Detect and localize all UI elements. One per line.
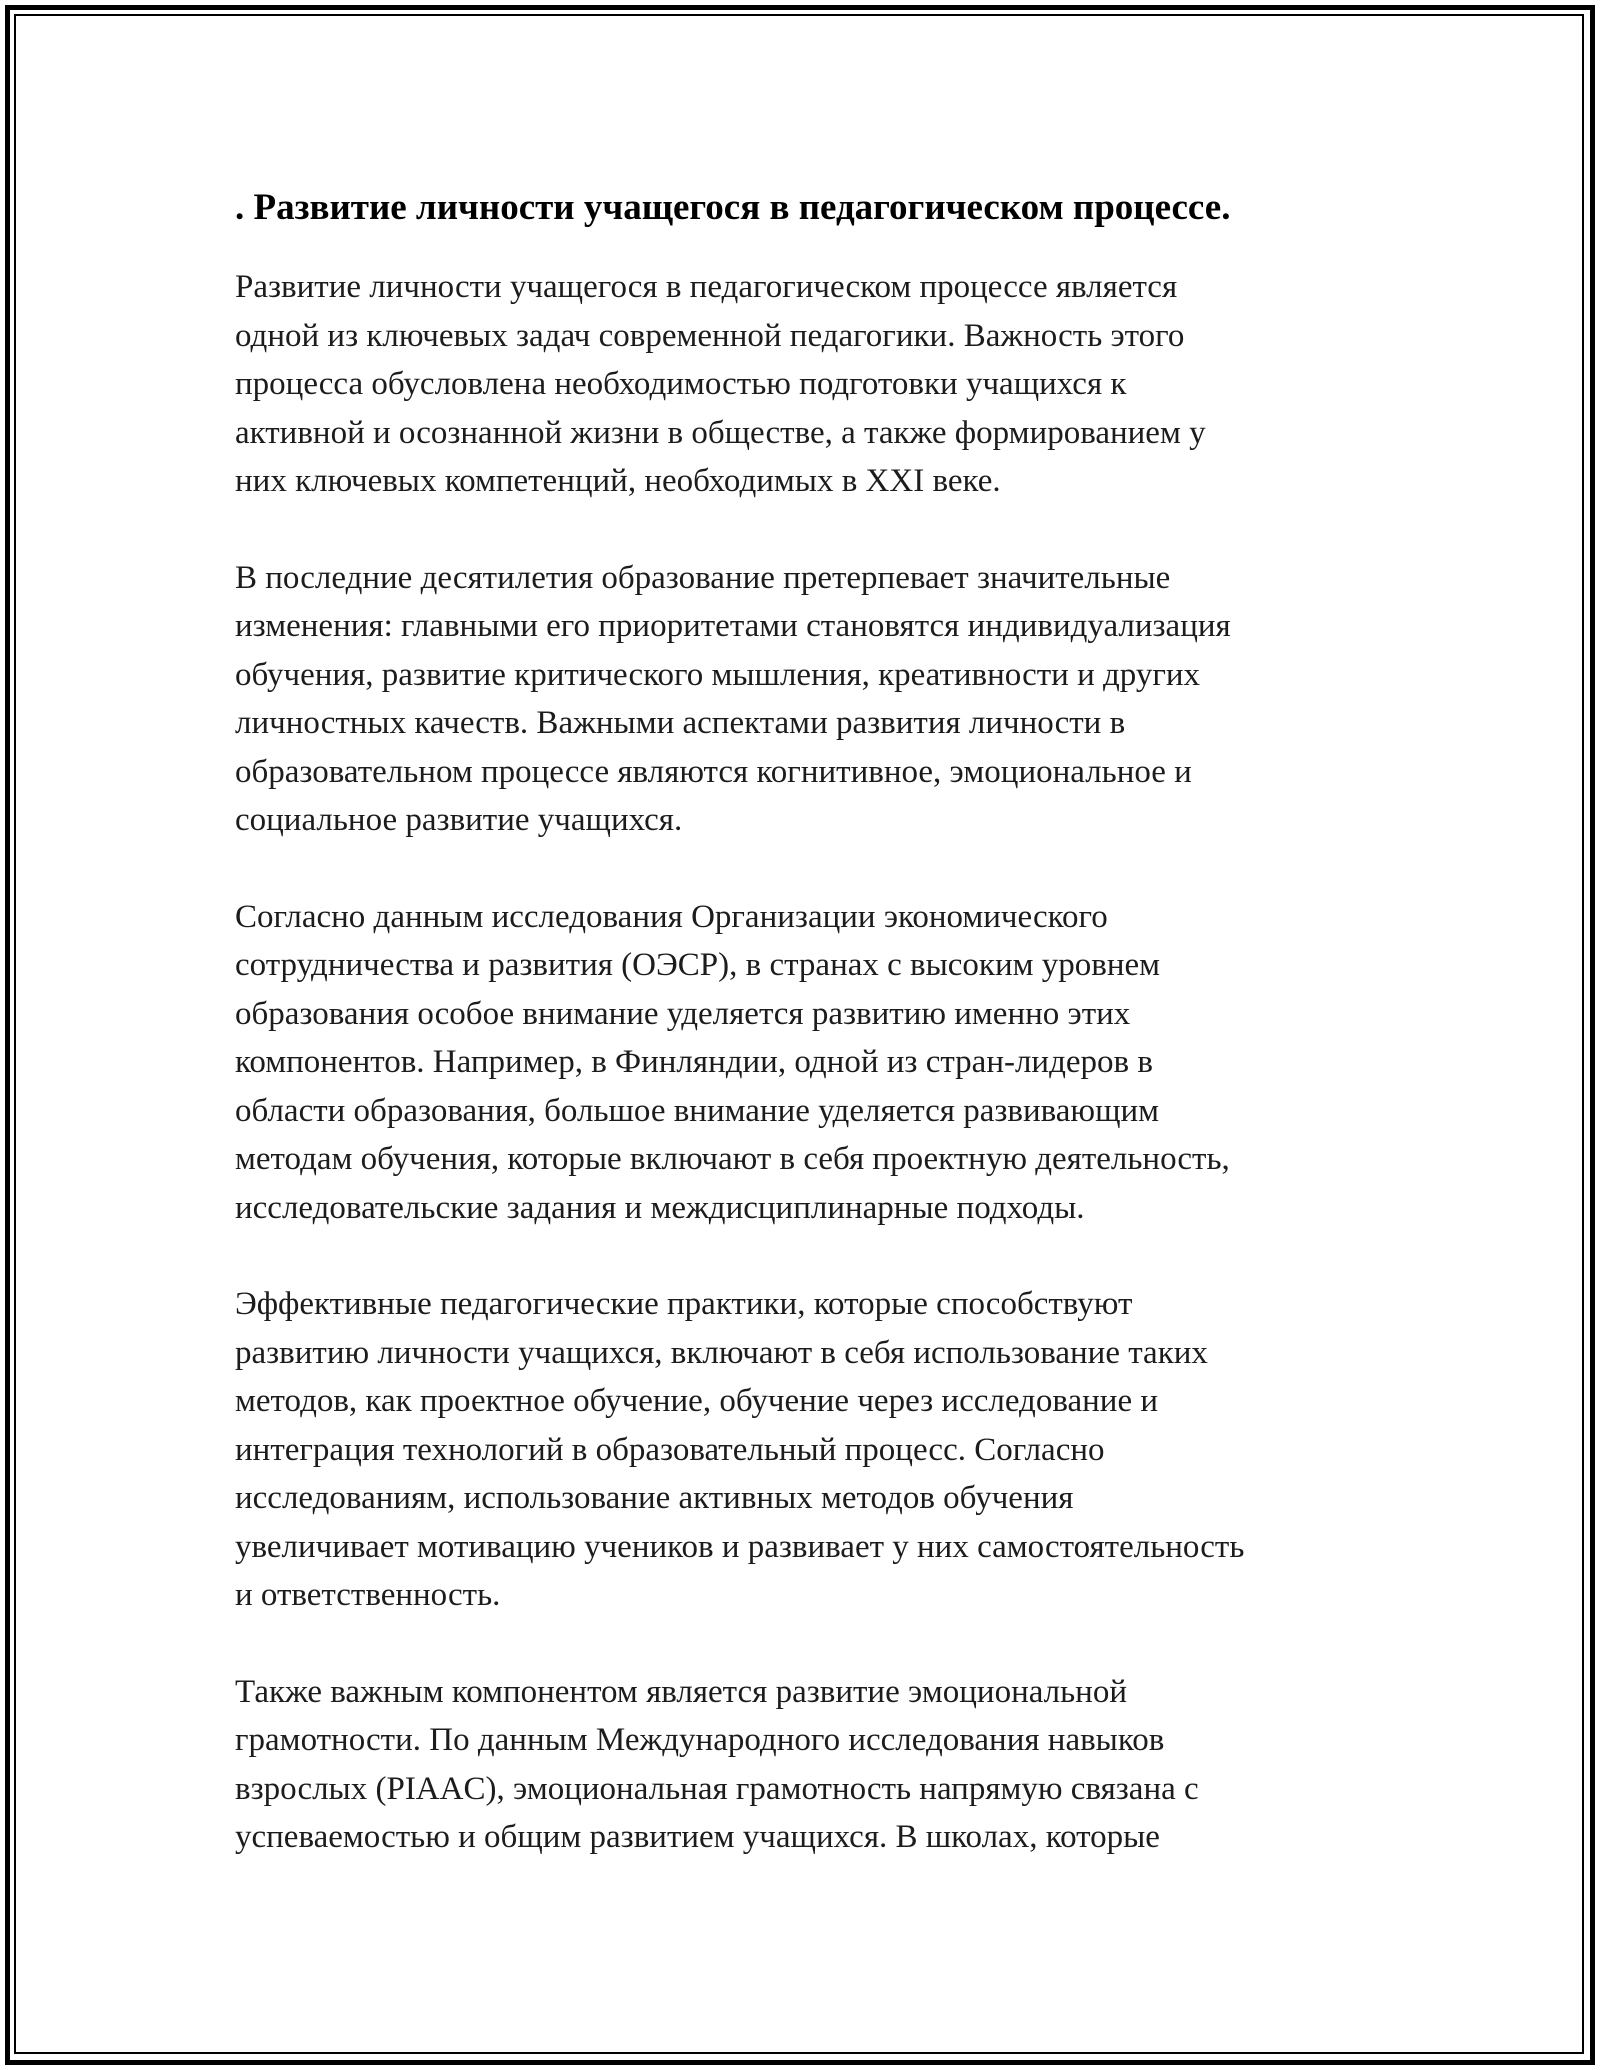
text-line: исследовательские задания и междисциплинарные подходы. (235, 1189, 1085, 1226)
text-line: Также важным компонентом является развитие эмоциональной (235, 1673, 1127, 1710)
text-line: образовательном процессе являются когнитивное, эмоциональное и (235, 753, 1192, 790)
text-line: исследованиям, использование активных методов обучения (235, 1480, 1074, 1516)
text-line: Согласно данным исследования Организации экономического (235, 898, 1108, 935)
paragraph-4 (235, 1280, 1375, 1620)
text-line: обучения, развитие критического мышления, креативности и других (235, 656, 1201, 693)
text-line: активной и осознанной жизни в обществе, а также формированием у (235, 414, 1206, 451)
text-line: и ответственность. (235, 1577, 501, 1613)
text-line: увеличивает мотивацию учеников и развивает у них самостоятельность (235, 1528, 1245, 1565)
text-line: одной из ключевых задач современной педагогики. Важность этого (235, 317, 1185, 354)
document-title: . Развитие личности учащегося в педагогическом процессе. (235, 187, 1231, 228)
text-line: процесса обусловлена необходимостью подготовки учащихся к (235, 366, 1127, 402)
text-line: них ключевых компетенций, необходимых в XXI веке. (235, 463, 1001, 499)
text-line: грамотности. По данным Международного исследования навыков (235, 1722, 1165, 1758)
paragraph-3 (235, 893, 1375, 1233)
text-line: личностных качеств. Важными аспектами развития личности в (235, 705, 1126, 741)
text-line: интеграция технологий в образовательный процесс. Согласно (235, 1431, 1105, 1468)
text-line: Эффективные педагогические практики, которые способствуют (235, 1286, 1133, 1322)
text-line: компонентов. Например, в Финляндии, одной из стран-лидеров в (235, 1044, 1153, 1080)
text-line: изменения: главными его приоритетами становятся индивидуализация (235, 608, 1231, 644)
text-line: социальное развитие учащихся. (235, 802, 683, 838)
text-line: Развитие личности учащегося в педагогическом процессе является (235, 269, 1178, 305)
document-body (235, 185, 1375, 1910)
text-line: области образования, большое внимание уделяется развивающим (235, 1092, 1160, 1129)
text-line: В последние десятилетия образование претерпевает значительные (235, 559, 1171, 596)
text-line: взрослых (PIAAC), эмоциональная грамотность напрямую связана с (235, 1770, 1199, 1807)
paragraph-2 (235, 554, 1375, 845)
text-line: успеваемостью и общим развитием учащихся. В школах, которые (235, 1819, 1160, 1855)
text-line: образования особое внимание уделяется развитию именно этих (235, 995, 1131, 1032)
text-line: методам обучения, которые включают в себя проектную деятельность, (235, 1141, 1230, 1177)
text-line: сотрудничества и развития (ОЭСР), в странах с высоким уровнем (235, 947, 1161, 983)
text-line: развитию личности учащихся, включают в себя использование таких (235, 1334, 1208, 1371)
text-line: методов, как проектное обучение, обучение через исследование и (235, 1383, 1159, 1419)
paragraph-1 (235, 263, 1375, 506)
paragraph-5 (235, 1668, 1375, 1862)
